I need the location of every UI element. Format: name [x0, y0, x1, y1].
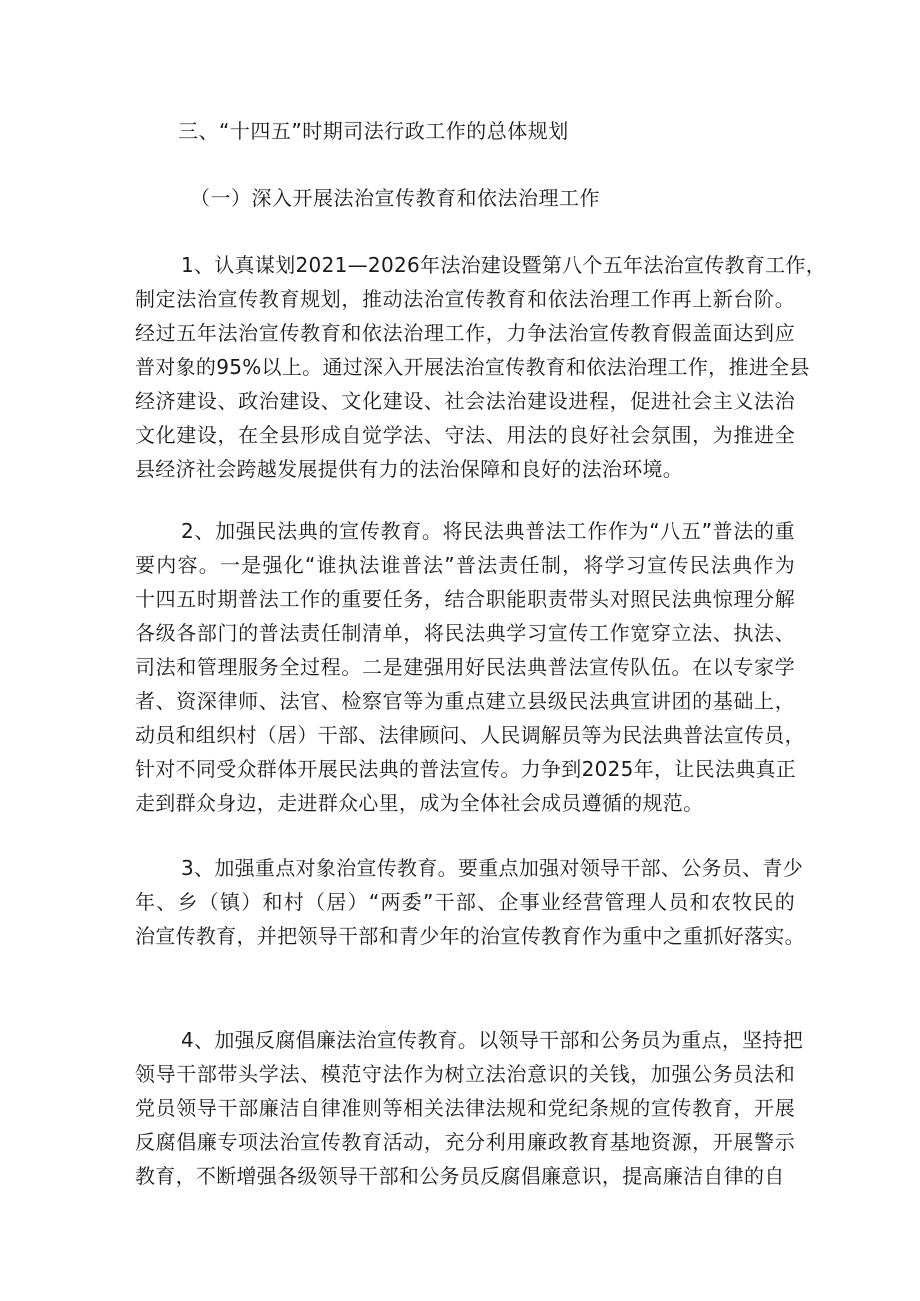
paragraph-line: 制定法治宣传教育规划，推动法治宣传教育和依法治理工作再上新台阶。: [135, 287, 795, 311]
paragraph-line: 者、资深律师、法官、检察官等为重点建立县级民法典宣讲团的基础上，: [135, 689, 795, 713]
paragraph-line: 普对象的95%以上。通过深入开展法治宣传教育和依法治理工作，推进全县: [135, 355, 810, 379]
paragraph-2: [135, 514, 805, 820]
paragraph-line: 十四五时期普法工作的重要任务，结合职能职责带头对照民法典惊理分解: [135, 587, 795, 611]
paragraph-line: 要内容。一是强化“谁执法谁普法”普法责任制，将学习宣传民法典作为: [135, 553, 795, 577]
paragraph-line: 3、加强重点对象治宣传教育。要重点加强对领导干部、公务员、青少: [181, 856, 804, 880]
paragraph-line: 文化建设，在全县形成自觉学法、守法、用法的良好社会氛围，为推进全: [135, 423, 795, 447]
paragraph-line: 县经济社会跨越发展提供有力的法治保障和良好的法治环境。: [135, 457, 684, 481]
paragraph-line: 动员和组织村（居）干部、法律顾问、人民调解员等为民法典普法宣传员，: [135, 723, 805, 747]
paragraph-line: 领导干部带头学法、模范守法作为树立法治意识的关钱，加强公务员法和: [135, 1062, 795, 1086]
paragraph-line: 反腐倡廉专项法治宣传教育活动，充分利用廉政教育基地资源，开展警示: [135, 1130, 795, 1154]
section-heading: 三、“十四五”时期司法行政工作的总体规划: [178, 119, 569, 143]
paragraph-line: 4、加强反腐倡廉法治宣传教育。以领导干部和公务员为重点，坚持把: [181, 1028, 804, 1052]
paragraph-1: [135, 248, 827, 486]
paragraph-line: 经济建设、政治建设、文化建设、社会法治建设进程，促进社会主义法治: [135, 389, 795, 413]
paragraph-line: 针对不同受众群体开展民法典的普法宣传。力争到2025年，让民法典真正: [135, 757, 797, 781]
paragraph-line: 党员领导干部廉洁自律准则等相关法律法规和党纪条规的宣传教育，开展: [135, 1096, 795, 1120]
paragraph-line: 年、乡（镇）和村（居）“两委”干部、企事业经营管理人员和农牧民的: [135, 890, 795, 914]
paragraph-4: [135, 1023, 804, 1193]
paragraph-line: 走到群众身边，走进群众心里，成为全体社会成员遵循的规范。: [135, 791, 704, 815]
paragraph-3: [135, 851, 805, 953]
paragraph-line: 1、认真谋划2021—2026年法治建设暨第八个五年法治宣传教育工作，: [181, 253, 827, 277]
paragraph-line: 经过五年法治宣传教育和依法治理工作，力争法治宣传教育假盖面达到应: [135, 321, 795, 345]
paragraph-line: 2、加强民法典的宣传教育。将民法典普法工作作为“八五”普法的重: [181, 519, 795, 543]
paragraph-line: 教育，不断增强各级领导干部和公务员反腐倡廉意识，提高廉洁自律的自: [135, 1164, 785, 1188]
paragraph-line: 司法和管理服务全过程。二是建强用好民法典普法宣传队伍。在以专家学: [135, 655, 795, 679]
paragraph-line: 治宣传教育，并把领导干部和青少年的治宣传教育作为重中之重抓好落实。: [135, 924, 805, 948]
sub-heading: （一）深入开展法治宣传教育和依法治理工作: [190, 186, 600, 210]
paragraph-line: 各级各部门的普法责任制清单，将民法典学习宣传工作宽穿立法、执法、: [135, 621, 795, 645]
